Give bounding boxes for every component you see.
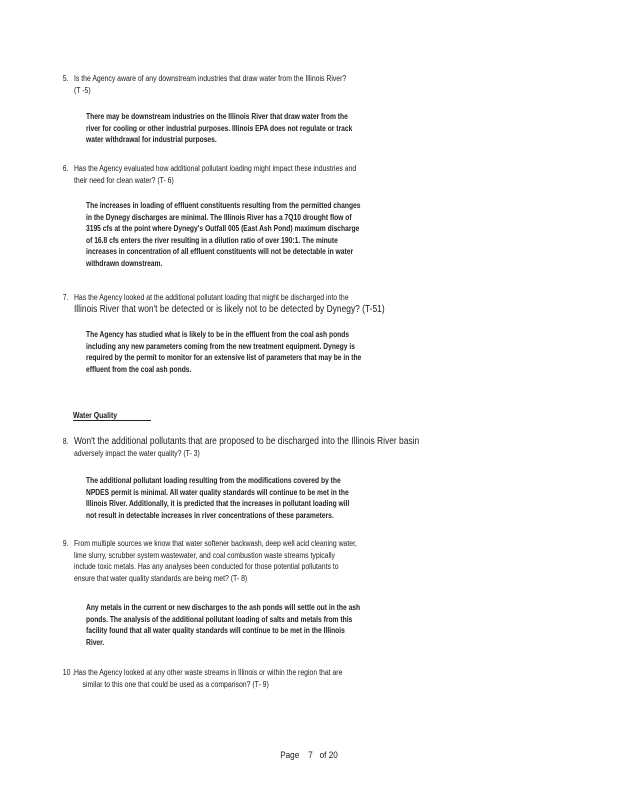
answer-line: required by the permit to monitor for an extensive list of parameters that may be in the [86, 352, 362, 363]
answer-line: water withdrawal for industrial purposes. [86, 134, 217, 145]
question-line: From multiple sources we know that water softener backwash, deep well acid cleaning water, [73, 539, 357, 548]
answer-5 [86, 111, 445, 146]
question-line: include toxic metals. Has any analyses been conducted for those potential pollutants to [73, 562, 339, 571]
question-line: similar to this one that could be used as a comparison? (T- 9) [82, 679, 269, 689]
answer-9 [86, 602, 445, 648]
page-label: Page [280, 750, 300, 761]
answer-line: 3195 cfs at the point where Dynegy's Outfall 005 (East Ash Pond) maximum discharge [86, 223, 360, 234]
question-line: adversely impact the water quality? (T- 3) [73, 448, 200, 458]
question-number: 8. [62, 437, 69, 446]
answer-6 [86, 200, 445, 270]
answer-line: effluent from the coal ash ponds. [86, 363, 192, 374]
question-line: their need for clean water? (T- 6) [73, 175, 174, 185]
section-heading: Water Quality [73, 410, 118, 420]
answer-line: NPDES permit is minimal. All water quality standards will continue to be met in the [86, 486, 349, 497]
page-footer [46, 750, 571, 761]
answer-line: of 16.8 cfs enters the river resulting in a dilution ratio of over 190:1. The minute [86, 234, 338, 245]
question-number: 9. [62, 539, 69, 548]
question-line: Has the Agency looked at any other waste streams in Illinois or within the region that are [73, 668, 343, 677]
answer-line: including any new parameters coming from the new treatment equipment. Dynegy is [86, 340, 355, 351]
question-number: 5. [62, 74, 69, 83]
question-line: ensure that water quality standards are being met? (T- 8) [73, 573, 248, 583]
answer-line: River. [86, 636, 105, 647]
question-line: Won't the additional pollutants that are proposed to be discharged into the Illinois River basin [73, 436, 420, 447]
question-line: Illinois River that won't be detected or is likely not to be detected by Dynegy? (T-51) [73, 303, 385, 315]
answer-line: Any metals in the current or new discharges to the ash ponds will settle out in the ash [86, 602, 361, 612]
answer-line: river for cooling or other industrial purposes. Illinois EPA does not regulate or track [86, 122, 353, 133]
answer-line: facility found that all water quality standards will continue to be met in the Illinois [86, 625, 345, 636]
answer-line: not result in detectable increases in river concentrations of these parameters. [86, 509, 334, 520]
answer-line: Illinois River. Additionally, it is predicted that the increases in pollutant loading will [86, 498, 350, 509]
answer-7 [86, 329, 445, 375]
question-line: Has the Agency looked at the additional pollutant loading that might be discharged into the [73, 293, 349, 302]
answer-line: There may be downstream industries on the Illinois River that draw water from the [86, 111, 348, 121]
question-line: (T -5) [73, 85, 91, 95]
answer-line: withdrawn downstream. [86, 257, 163, 268]
answer-line: The additional pollutant loading resulting from the modifications covered by the [86, 475, 341, 485]
question-number: 6. [62, 164, 69, 173]
answer-8 [86, 475, 445, 521]
question-line: Has the Agency evaluated how additional pollutant loading might impact these industries and [73, 164, 357, 173]
page-total: of 20 [319, 750, 338, 761]
page-number: 7 [308, 750, 313, 761]
question-number: 7. [62, 293, 69, 302]
answer-line: ponds. The analysis of the additional pollutant loading of salts and metals from this [86, 613, 353, 624]
answer-line: increases in concentration of all effluent constituents will not be detectable in water [86, 246, 354, 257]
question-line: lime slurry, scrubber system wastewater, and coal combustion waste streams typically [73, 550, 335, 560]
answer-line: The Agency has studied what is likely to be in the effluent from the coal ash ponds [86, 329, 350, 339]
question-line: Is the Agency aware of any downstream industries that draw water from the Illinois River? [73, 74, 347, 83]
heading-underline [73, 420, 151, 421]
question-number: 10 . [62, 668, 75, 677]
answer-line: The increases in loading of effluent constituents resulting from the permitted changes [86, 200, 361, 210]
answer-line: in the Dynegy discharges are minimal. The Illinois River has a 7Q10 drought flow of [86, 211, 352, 222]
